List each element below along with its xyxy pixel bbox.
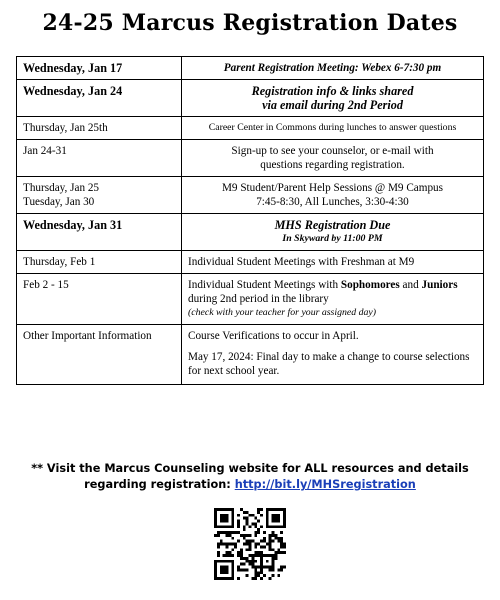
- row-date-line: Thursday, Jan 25: [23, 182, 100, 194]
- row-event-text: [188, 278, 477, 306]
- table-row: [17, 80, 484, 117]
- row-date: Other Important Information: [17, 325, 182, 385]
- row-event-bold: Sophomores: [340, 279, 400, 291]
- row-event-line: via email during 2nd Period: [262, 98, 403, 112]
- row-event: [182, 214, 484, 251]
- row-event: [182, 177, 484, 214]
- table-row: [17, 274, 484, 325]
- qr-code-icon: [214, 508, 286, 580]
- row-event-line: questions regarding registration.: [260, 159, 405, 171]
- table-row: [17, 177, 484, 214]
- row-event-line: MHS Registration Due: [274, 218, 391, 232]
- table-row: [17, 117, 484, 140]
- footer-line: [0, 477, 500, 493]
- row-event: [182, 140, 484, 177]
- registration-link[interactable]: http://bit.ly/MHSregistration: [234, 478, 416, 491]
- row-event-part: Individual Student Meetings with: [188, 279, 341, 291]
- row-date: Thursday, Jan 25th: [17, 117, 182, 140]
- row-date: Wednesday, Jan 17: [17, 57, 182, 80]
- table-row: [17, 57, 484, 80]
- row-date: Feb 2 - 15: [17, 274, 182, 325]
- table-row: [17, 140, 484, 177]
- row-date: Jan 24-31: [17, 140, 182, 177]
- row-date: Thursday, Feb 1: [17, 251, 182, 274]
- footer-line: ** Visit the Marcus Counseling website for ALL resources and details: [31, 462, 469, 475]
- row-event-part: and: [399, 279, 422, 291]
- table-row: [17, 325, 484, 385]
- row-date: Wednesday, Jan 31: [17, 214, 182, 251]
- row-event-paragraph: May 17, 2024: Final day to make a change to course selections for next school year.: [188, 351, 470, 377]
- page-title: 24-25 Marcus Registration Dates: [42, 10, 458, 36]
- row-event: [182, 325, 484, 385]
- row-event-line: 7:45-8:30, All Lunches, 3:30-4:30: [256, 196, 409, 208]
- row-event-part: during 2nd period in the library: [188, 293, 329, 305]
- row-event-line: Sign-up to see your counselor, or e-mail with: [231, 145, 434, 157]
- row-event: Individual Student Meetings with Freshman at M9: [182, 251, 484, 274]
- row-event-line: Registration info & links shared: [251, 84, 414, 98]
- row-event-line: M9 Student/Parent Help Sessions @ M9 Campus: [221, 182, 443, 194]
- row-event-paragraph: Course Verifications to occur in April.: [188, 330, 359, 342]
- row-event: Career Center in Commons during lunches to answer questions: [182, 117, 484, 140]
- row-date: Wednesday, Jan 24: [17, 80, 182, 117]
- row-event-note: (check with your teacher for your assigned day): [188, 307, 376, 318]
- table-row: [17, 214, 484, 251]
- footer-note: [0, 461, 500, 493]
- footer-text: regarding registration:: [84, 478, 235, 491]
- row-date-line: Tuesday, Jan 30: [23, 196, 95, 208]
- row-date: [17, 177, 182, 214]
- row-event: Parent Registration Meeting: Webex 6-7:30 pm: [182, 57, 484, 80]
- row-event: [182, 80, 484, 117]
- row-event-line: In Skyward by 11:00 PM: [282, 233, 383, 244]
- row-event: [182, 274, 484, 325]
- row-event-bold: Juniors: [421, 279, 458, 291]
- registration-schedule-table: [16, 56, 484, 385]
- table-row: [17, 251, 484, 274]
